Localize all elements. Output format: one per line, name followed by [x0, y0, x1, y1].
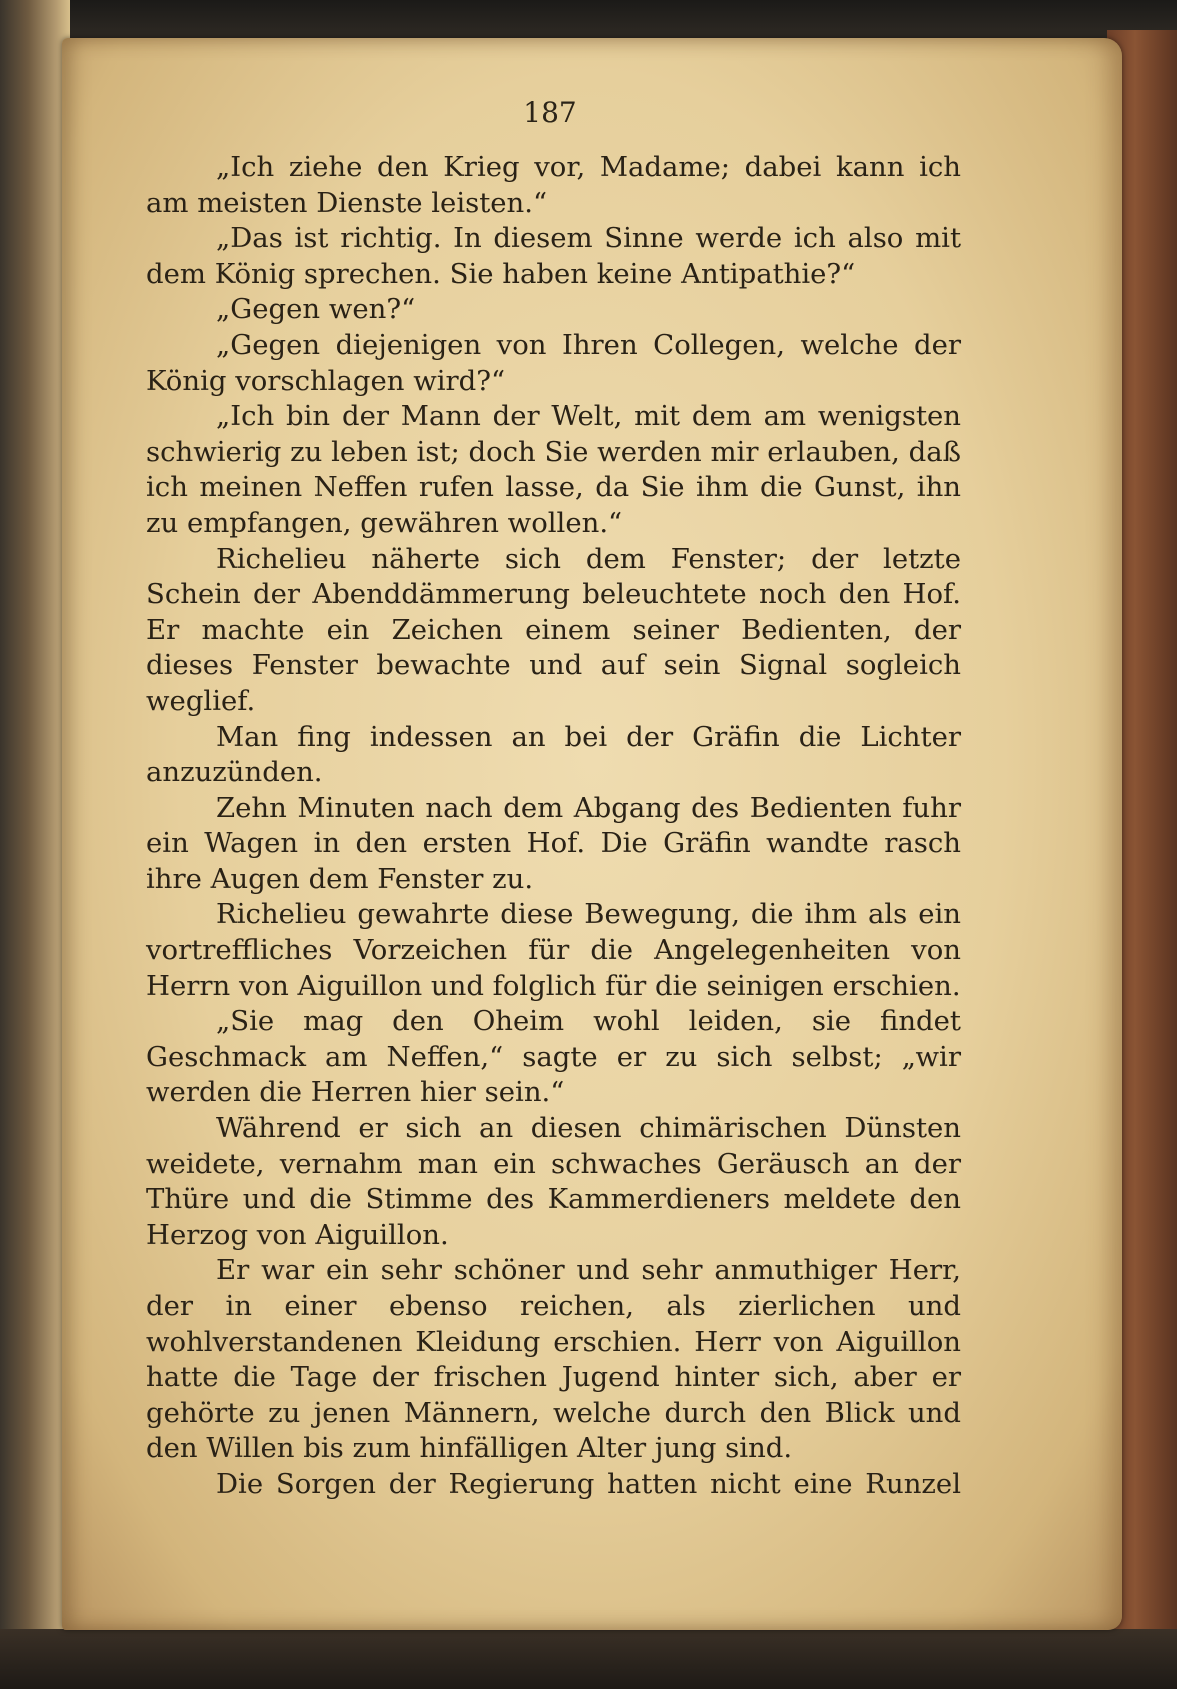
paragraph: „Gegen diejenigen von Ihren Collegen, welche der König vorschlagen wird?“ — [146, 328, 961, 397]
paragraph: „Das ist richtig. In diesem Sinne werde ich also mit dem König sprechen. Sie haben keine Antipathie?“ — [146, 222, 961, 290]
paragraph: Während er sich an diesen chimärischen Dünsten weidete, vernahm man ein schwaches Geräusch an der Thüre und die Stimme des Kammerdieners meldete den Herzog von Aiguillon. — [146, 1112, 961, 1251]
paragraph: Man fing indessen an bei der Gräfin die Lichter anzuzünden. — [146, 720, 961, 789]
paragraph: „Ich bin der Mann der Welt, mit dem am wenigsten schwierig zu leben ist; doch Sie werden mir erlauben, daß ich meinen Neffen rufen lasse, da Sie ihm die Gunst, ihn zu empfangen, gewähren wollen.“ — [146, 400, 961, 539]
paragraph: Richelieu näherte sich dem Fenster; der letzte Schein der Abenddämmerung beleuchtete noch den Hof. Er machte ein Zeichen einem seiner Bedienten, der dieses Fenster bewachte und auf sein Signal sogleich weglief. — [146, 542, 961, 717]
paragraph: „Sie mag den Oheim wohl leiden, sie findet Geschmack am Neffen,“ sagte er zu sich selbst; „wir werden die Herren hier sein.“ — [146, 1005, 961, 1109]
facing-page-edge — [0, 0, 70, 1689]
paragraph: Richelieu gewahrte diese Bewegung, die ihm als ein vortreffliches Vorzeichen für die Angelegenheiten von Herrn von Aiguillon und folglich für die seinigen erschien. — [146, 898, 961, 1002]
paragraph: Zehn Minuten nach dem Abgang des Bedienten fuhr ein Wagen in den ersten Hof. Die Gräfin wandte rasch ihre Augen dem Fenster zu. — [146, 791, 961, 895]
paragraph: Er war ein sehr schöner und sehr anmuthiger Herr, der in einer ebenso reichen, als zierlichen und wohlverstandenen Kleidung erschien. Herr von Aiguillon hatte die Tage der frischen Jugend hinter sich, aber er gehörte zu jenen Männern, welche durch den Blick und den Willen bis zum hinfälligen Alter jung sind. — [146, 1254, 961, 1465]
book-bottom-background — [0, 1629, 1177, 1689]
page-number: 187 — [523, 96, 577, 129]
book-top-background — [0, 0, 1177, 40]
page-text — [146, 150, 961, 1503]
paragraph: „Gegen wen?“ — [216, 293, 416, 326]
paragraph: „Ich ziehe den Krieg vor, Madame; dabei kann ich am meisten Dienste leisten.“ — [146, 151, 961, 219]
paragraph: Die Sorgen der Regierung hatten nicht eine Runzel — [216, 1467, 961, 1500]
